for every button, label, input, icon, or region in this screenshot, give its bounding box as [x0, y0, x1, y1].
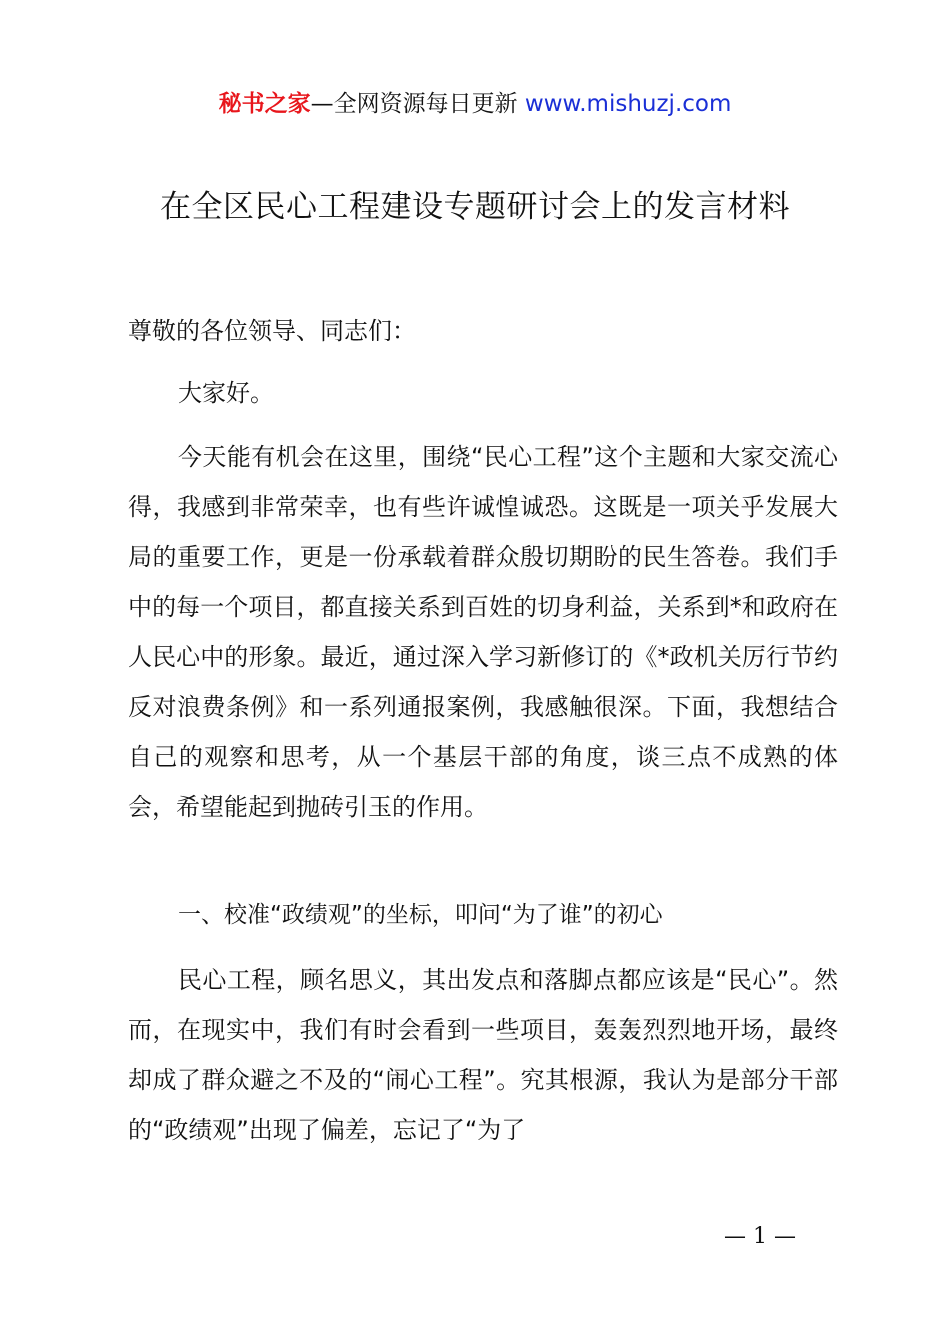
site-brand: 秘书之家: [218, 91, 311, 117]
section-heading: 一、校准“政绩观”的坐标，叩问“为了谁”的初心: [178, 902, 663, 928]
site-header: [0, 86, 950, 122]
greeting: 大家好。: [178, 379, 274, 407]
site-tagline: —全网资源每日更新: [310, 91, 525, 117]
paragraph-section-1: 民心工程，顾名思义，其出发点和落脚点都应该是“民心”。然而，在现实中，我们有时会看到一些项目，轰轰烈烈地开场，最终却成了群众避之不及的“闹心工程”。究其根源，我认为是部分干部的“政绩观”出现了偏差，忘记了“为了: [128, 966, 838, 1144]
site-url-link[interactable]: www.mishuzj.com: [524, 91, 732, 117]
salutation: 尊敬的各位领导、同志们：: [128, 317, 416, 345]
page-number: — 1 —: [724, 1224, 796, 1249]
document-title: 在全区民心工程建设专题研讨会上的发言材料: [160, 189, 790, 225]
paragraph-intro: 今天能有机会在这里，围绕“民心工程”这个主题和大家交流心得，我感到非常荣幸，也有些许诚惶诚恐。这既是一项关乎发展大局的重要工作，更是一份承载着群众殷切期盼的民生答卷。我们手中的每一个项目，都直接关系到百姓的切身利益，关系到*和政府在人民心中的形象。最近，通过深入学习新修订的《*政机关厉行节约反对浪费条例》和一系列通报案例，我感触很深。下面，我想结合自己的观察和思考，从一个基层干部的角度，谈三点不成熟的体会，希望能起到抛砖引玉的作用。: [128, 443, 838, 821]
